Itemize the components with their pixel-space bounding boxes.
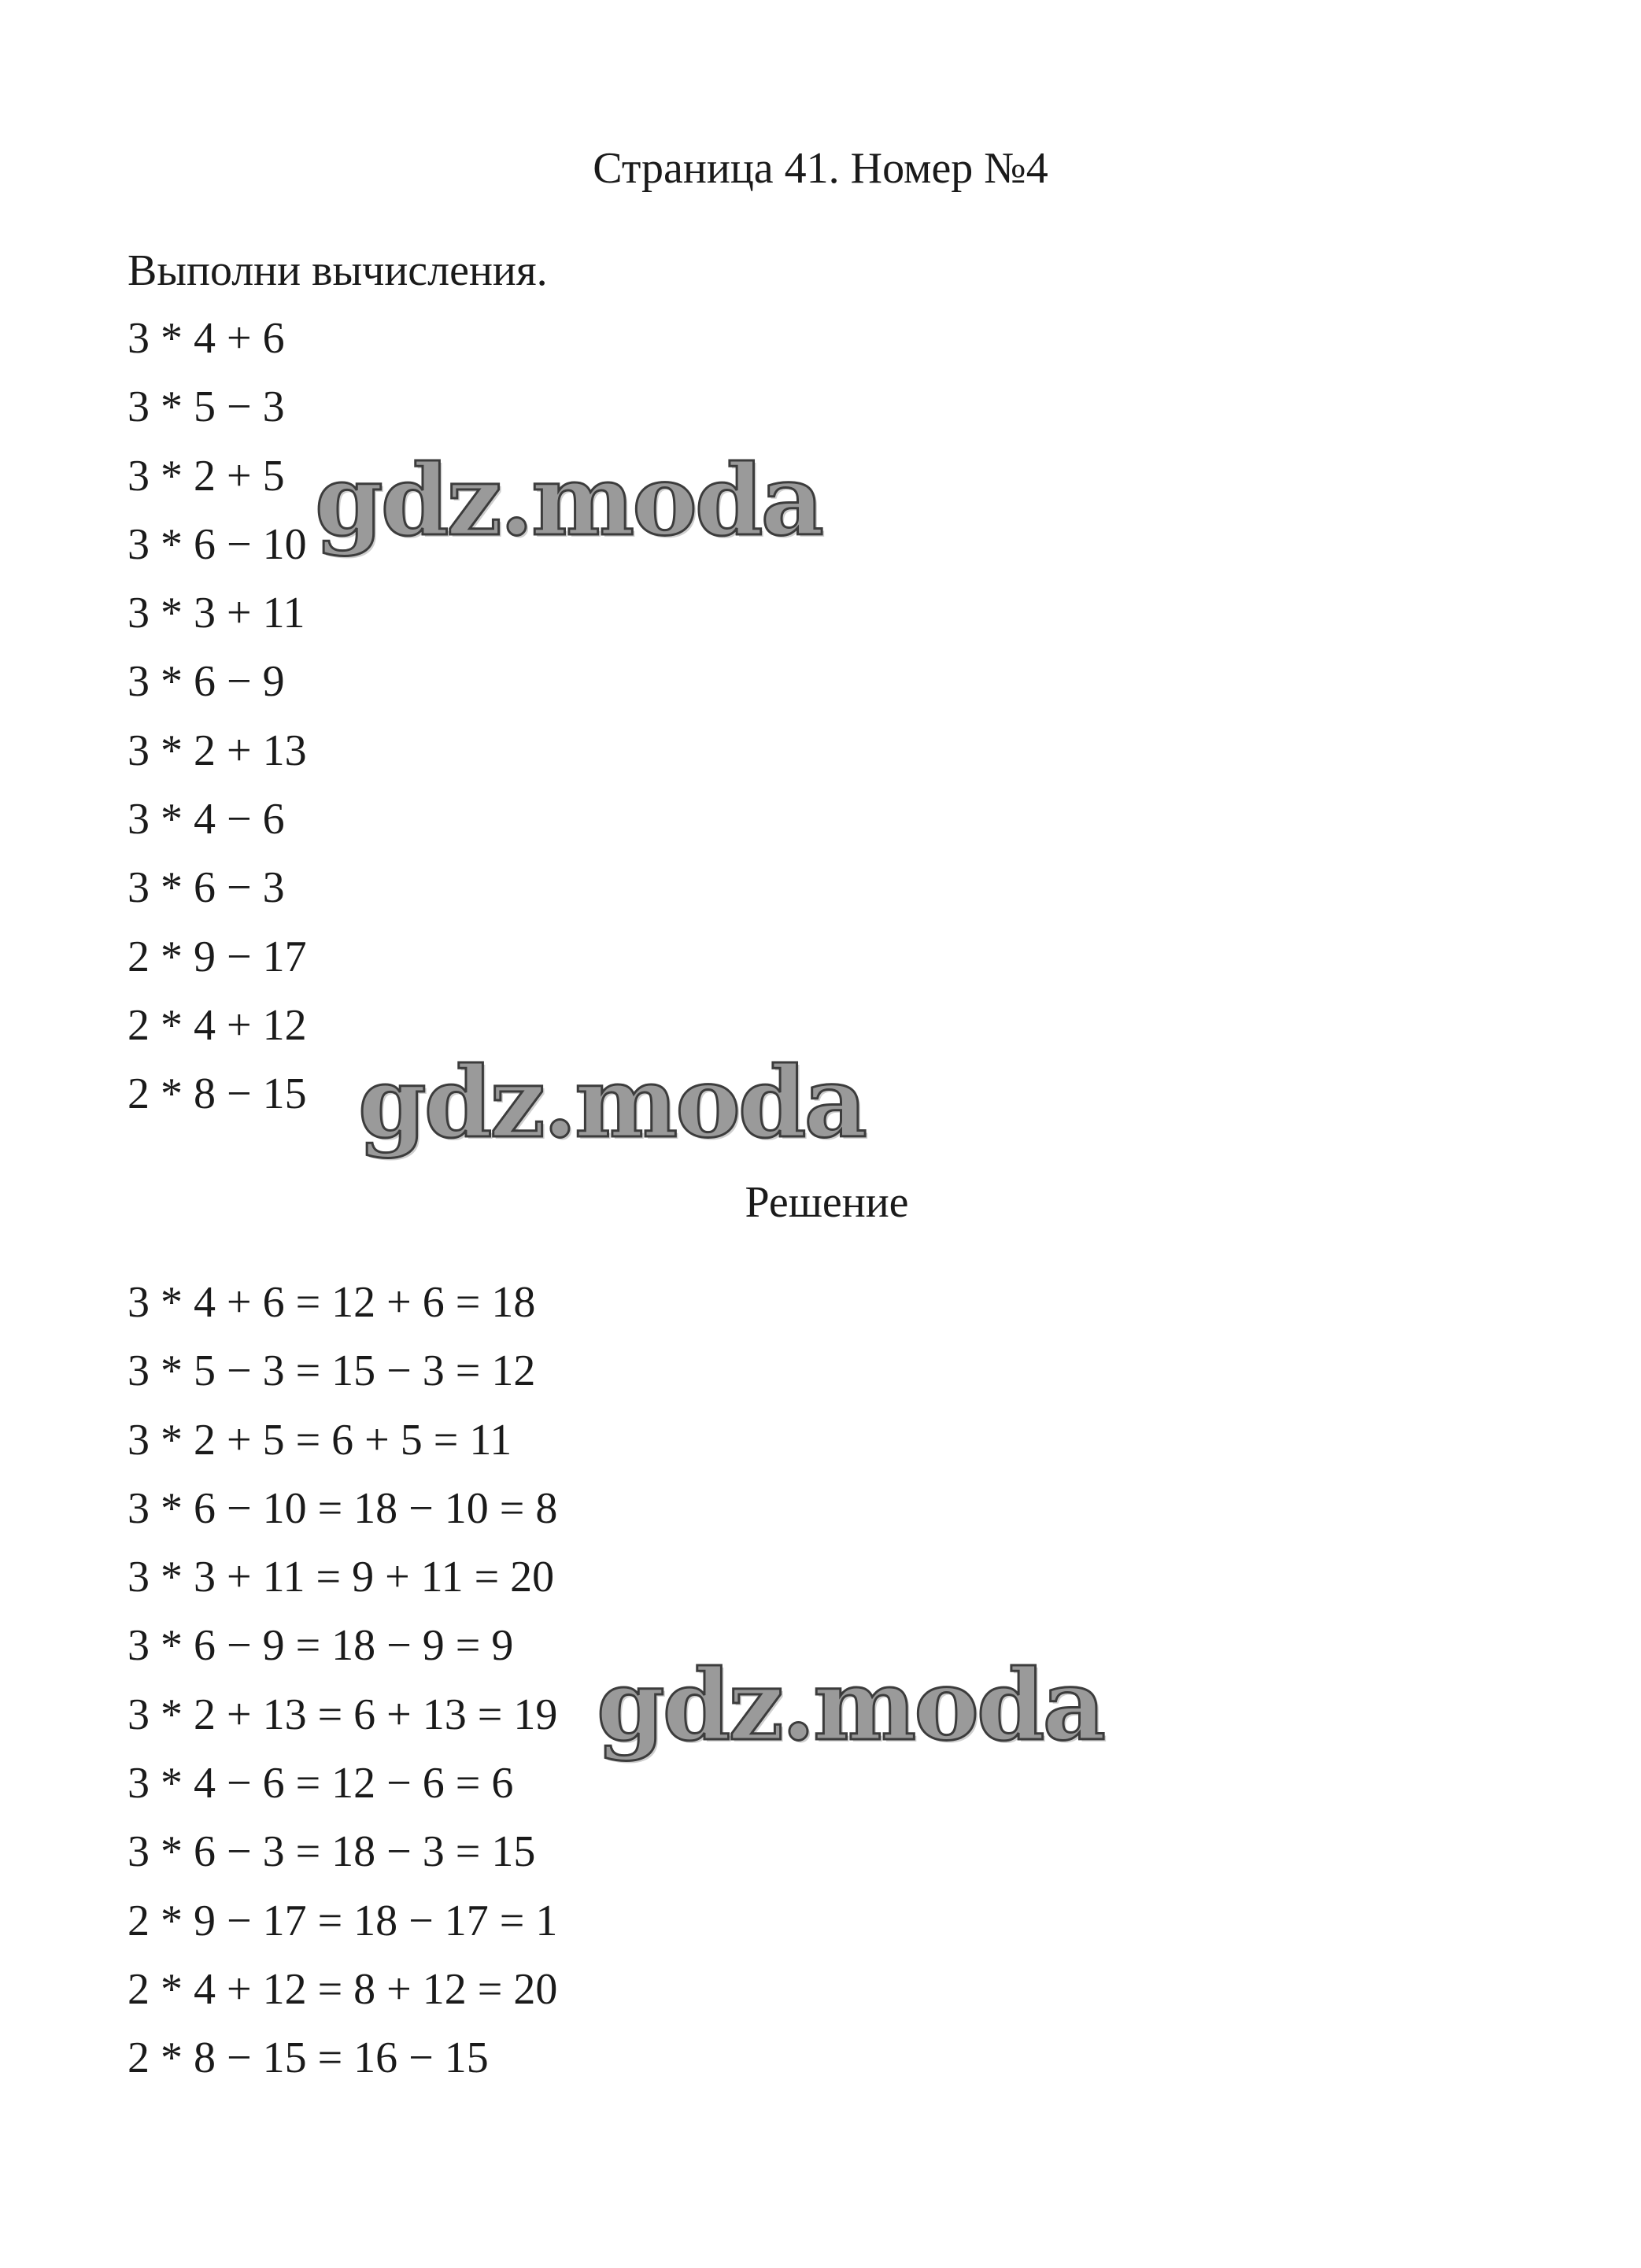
solution-item: 3 * 2 + 5 = 6 + 5 = 11	[128, 1415, 512, 1465]
solution-item: 3 * 6 − 10 = 18 − 10 = 8	[128, 1483, 558, 1533]
solution-item: 3 * 4 − 6 = 12 − 6 = 6	[128, 1759, 514, 1808]
task-item: 3 * 6 − 10	[128, 519, 307, 569]
task-item: 2 * 8 − 15	[128, 1069, 307, 1119]
solution-heading	[0, 1168, 1641, 1237]
task-instruction: Выполни вычисления.	[128, 246, 548, 295]
task-list	[128, 305, 307, 1129]
watermark: gdz.moda	[597, 1649, 1103, 1763]
solution-item: 3 * 2 + 13 = 6 + 13 = 19	[128, 1690, 558, 1739]
solution-item: 3 * 6 − 3 = 18 − 3 = 15	[128, 1827, 536, 1877]
solution-item: 3 * 3 + 11 = 9 + 11 = 20	[128, 1553, 555, 1602]
solution-item: 3 * 5 − 3 = 15 − 3 = 12	[128, 1346, 536, 1396]
solution-item: 2 * 8 − 15 = 16 − 15	[128, 2033, 489, 2083]
task-item: 3 * 5 − 3	[128, 382, 285, 432]
solution-item: 3 * 6 − 9 = 18 − 9 = 9	[128, 1621, 514, 1671]
solution-item: 2 * 9 − 17 = 18 − 17 = 1	[128, 1896, 558, 1945]
solution-item: 3 * 4 + 6 = 12 + 6 = 18	[128, 1278, 536, 1327]
task-item: 3 * 2 + 13	[128, 726, 307, 775]
task-item: 3 * 2 + 5	[128, 451, 285, 501]
task-item: 2 * 9 − 17	[128, 932, 307, 981]
task-item: 3 * 4 − 6	[128, 795, 285, 844]
solution-heading-text: Решение	[745, 1178, 909, 1227]
task-item: 3 * 3 + 11	[128, 589, 305, 638]
watermark: gdz.moda	[358, 1046, 865, 1160]
task-item: 2 * 4 + 12	[128, 1000, 307, 1050]
watermark: gdz.moda	[315, 444, 822, 558]
task-item: 3 * 6 − 3	[128, 863, 285, 913]
solution-item: 2 * 4 + 12 = 8 + 12 = 20	[128, 1964, 558, 2014]
page-title: Страница 41. Номер №4	[593, 144, 1048, 193]
solution-list	[128, 1269, 557, 2093]
task-item: 3 * 6 − 9	[128, 657, 285, 707]
task-item: 3 * 4 + 6	[128, 314, 285, 363]
